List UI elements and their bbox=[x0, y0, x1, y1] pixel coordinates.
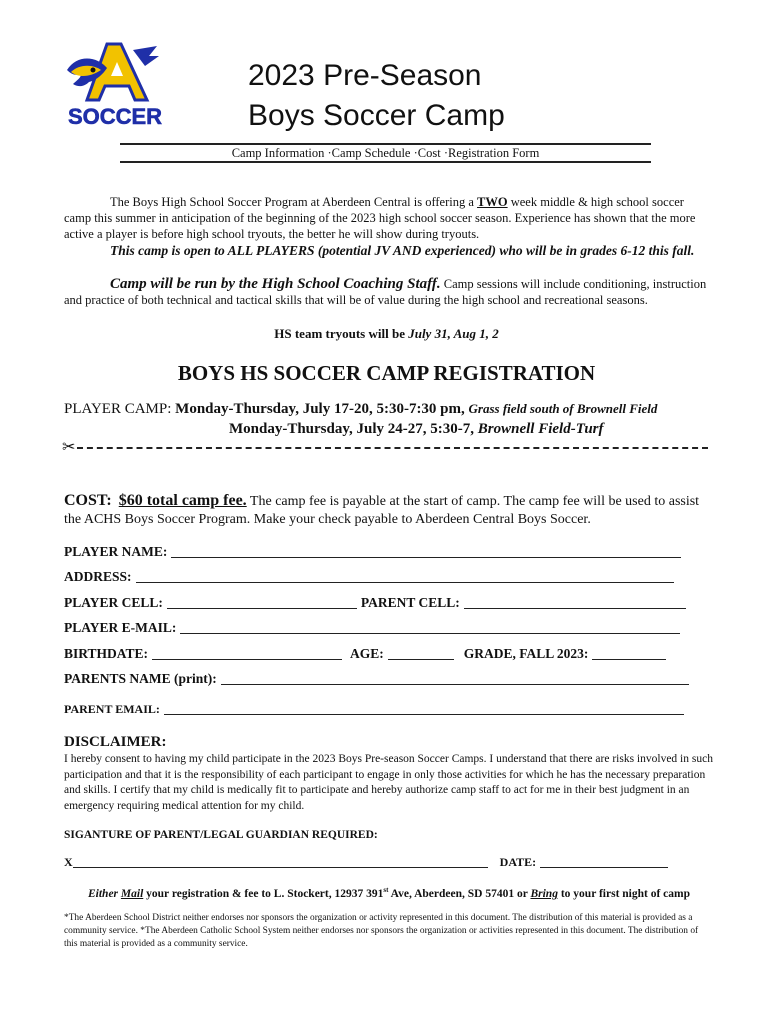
camp-session-1: PLAYER CAMP: Monday-Thursday, July 17-20, 5:30-7:30 pm, Grass field south of Brownell Field bbox=[64, 401, 658, 417]
address-field[interactable] bbox=[136, 570, 674, 583]
cost-label: COST: bbox=[64, 492, 112, 509]
mail-instructions: Either Mail your registration & fee to L. Stockert, 12937 391st Ave, Aberdeen, SD 57401 or Bring to your first night of camp bbox=[87, 886, 690, 900]
age-field[interactable] bbox=[388, 647, 454, 660]
player-name-row: PLAYER NAME: bbox=[64, 544, 685, 560]
player-cell-field[interactable] bbox=[167, 596, 357, 609]
parents-name-field[interactable] bbox=[221, 672, 689, 685]
page-title bbox=[120, 56, 650, 136]
player-name-field[interactable] bbox=[171, 545, 681, 558]
birthdate-row: BIRTHDATE: AGE: GRADE, FALL 2023: bbox=[64, 646, 670, 662]
parents-name-row: PARENTS NAME (print): bbox=[64, 671, 693, 687]
scissors-icon: ✂ bbox=[62, 439, 76, 456]
title-line-1: 2023 Pre-Season bbox=[248, 59, 482, 92]
grade-field[interactable] bbox=[592, 647, 666, 660]
cost-amount: $60 total camp fee. bbox=[118, 492, 247, 509]
parent-email-field[interactable] bbox=[164, 702, 684, 715]
birthdate-field[interactable] bbox=[152, 647, 342, 660]
camp-label: PLAYER CAMP: bbox=[64, 401, 176, 417]
player-email-row: PLAYER E-MAIL: bbox=[64, 620, 684, 636]
signature-heading: SIGANTURE OF PARENT/LEGAL GUARDIAN REQUIRED: bbox=[64, 829, 378, 841]
dashed-divider bbox=[77, 447, 708, 449]
header-subnav: Camp Information ·Camp Schedule ·Cost ·Registration Form bbox=[231, 146, 540, 160]
signature-row: X DATE: bbox=[64, 855, 672, 870]
eligibility-note: This camp is open to ALL PLAYERS (potential JV AND experienced) who will be in grades 6-12 this fall. bbox=[110, 243, 695, 258]
title-line-2: Boys Soccer Camp bbox=[248, 99, 505, 132]
signature-field[interactable] bbox=[73, 855, 488, 868]
coaching-paragraph: Camp will be run by the High School Coaching Staff. Camp sessions will include conditioning, instruction and practice of both technical and tactical skills that will be of value during the high school and recreational seasons. bbox=[64, 276, 707, 307]
tryouts-dates: HS team tryouts will be July 31, Aug 1, 2 bbox=[274, 326, 499, 341]
address-row: ADDRESS: bbox=[64, 569, 678, 585]
disclaimer-text: I hereby consent to having my child participate in the 2023 Boys Pre-season Soccer Camps. I understand that there are risks involved in such participation and that it is the responsibility of each participant to engage in only those activities for which he has the necessary preparation and skills. I certify that my child is medically fit to participate and hereby authorize camp staff to act for me in their best judgment in an emergency requiring medical attention for my child. bbox=[64, 753, 713, 812]
cost-paragraph: COST: $60 total camp fee. The camp fee is payable at the start of camp. The camp fee will be used to assist the ACHS Boys Soccer Program. Make your check payable to Aberdeen Central Boys Soccer. bbox=[64, 492, 700, 527]
camp-session-2: Monday-Thursday, July 24-27, 5:30-7, Brownell Field-Turf bbox=[229, 421, 604, 437]
logo-text: SOCCER bbox=[67, 104, 163, 129]
date-field[interactable] bbox=[540, 855, 668, 868]
disclaimer-heading: DISCLAIMER: bbox=[64, 734, 167, 750]
coaching-lead: Camp will be run by the High School Coaching Staff. bbox=[110, 276, 441, 292]
header-rule-bottom bbox=[120, 161, 651, 163]
two-emphasis: TWO bbox=[477, 195, 508, 209]
cell-row: PLAYER CELL: PARENT CELL: bbox=[64, 595, 690, 611]
parent-email-row: PARENT EMAIL: bbox=[64, 702, 688, 717]
footnote: *The Aberdeen School District neither endorses nor sponsors the organization or activity represented in this document. The distribution of this material is provided as a community service. *The Aberdeen Catholic School System neither endorses nor sponsors the organization or activities represented in this document. The distribution of this material is provided as a community service. bbox=[64, 913, 699, 949]
header-rule-top bbox=[120, 143, 651, 145]
registration-heading: BOYS HS SOCCER CAMP REGISTRATION bbox=[177, 361, 596, 385]
intro-paragraph: The Boys High School Soccer Program at Aberdeen Central is offering a TWO week middle & high school soccer camp this summer in anticipation of the beginning of the 2023 high school soccer season. Experience has shown that the more active a player is before high school tryouts, the better he will show during tryouts. bbox=[64, 195, 696, 241]
cut-line bbox=[62, 439, 708, 457]
parent-cell-field[interactable] bbox=[464, 596, 686, 609]
player-email-field[interactable] bbox=[180, 621, 680, 634]
